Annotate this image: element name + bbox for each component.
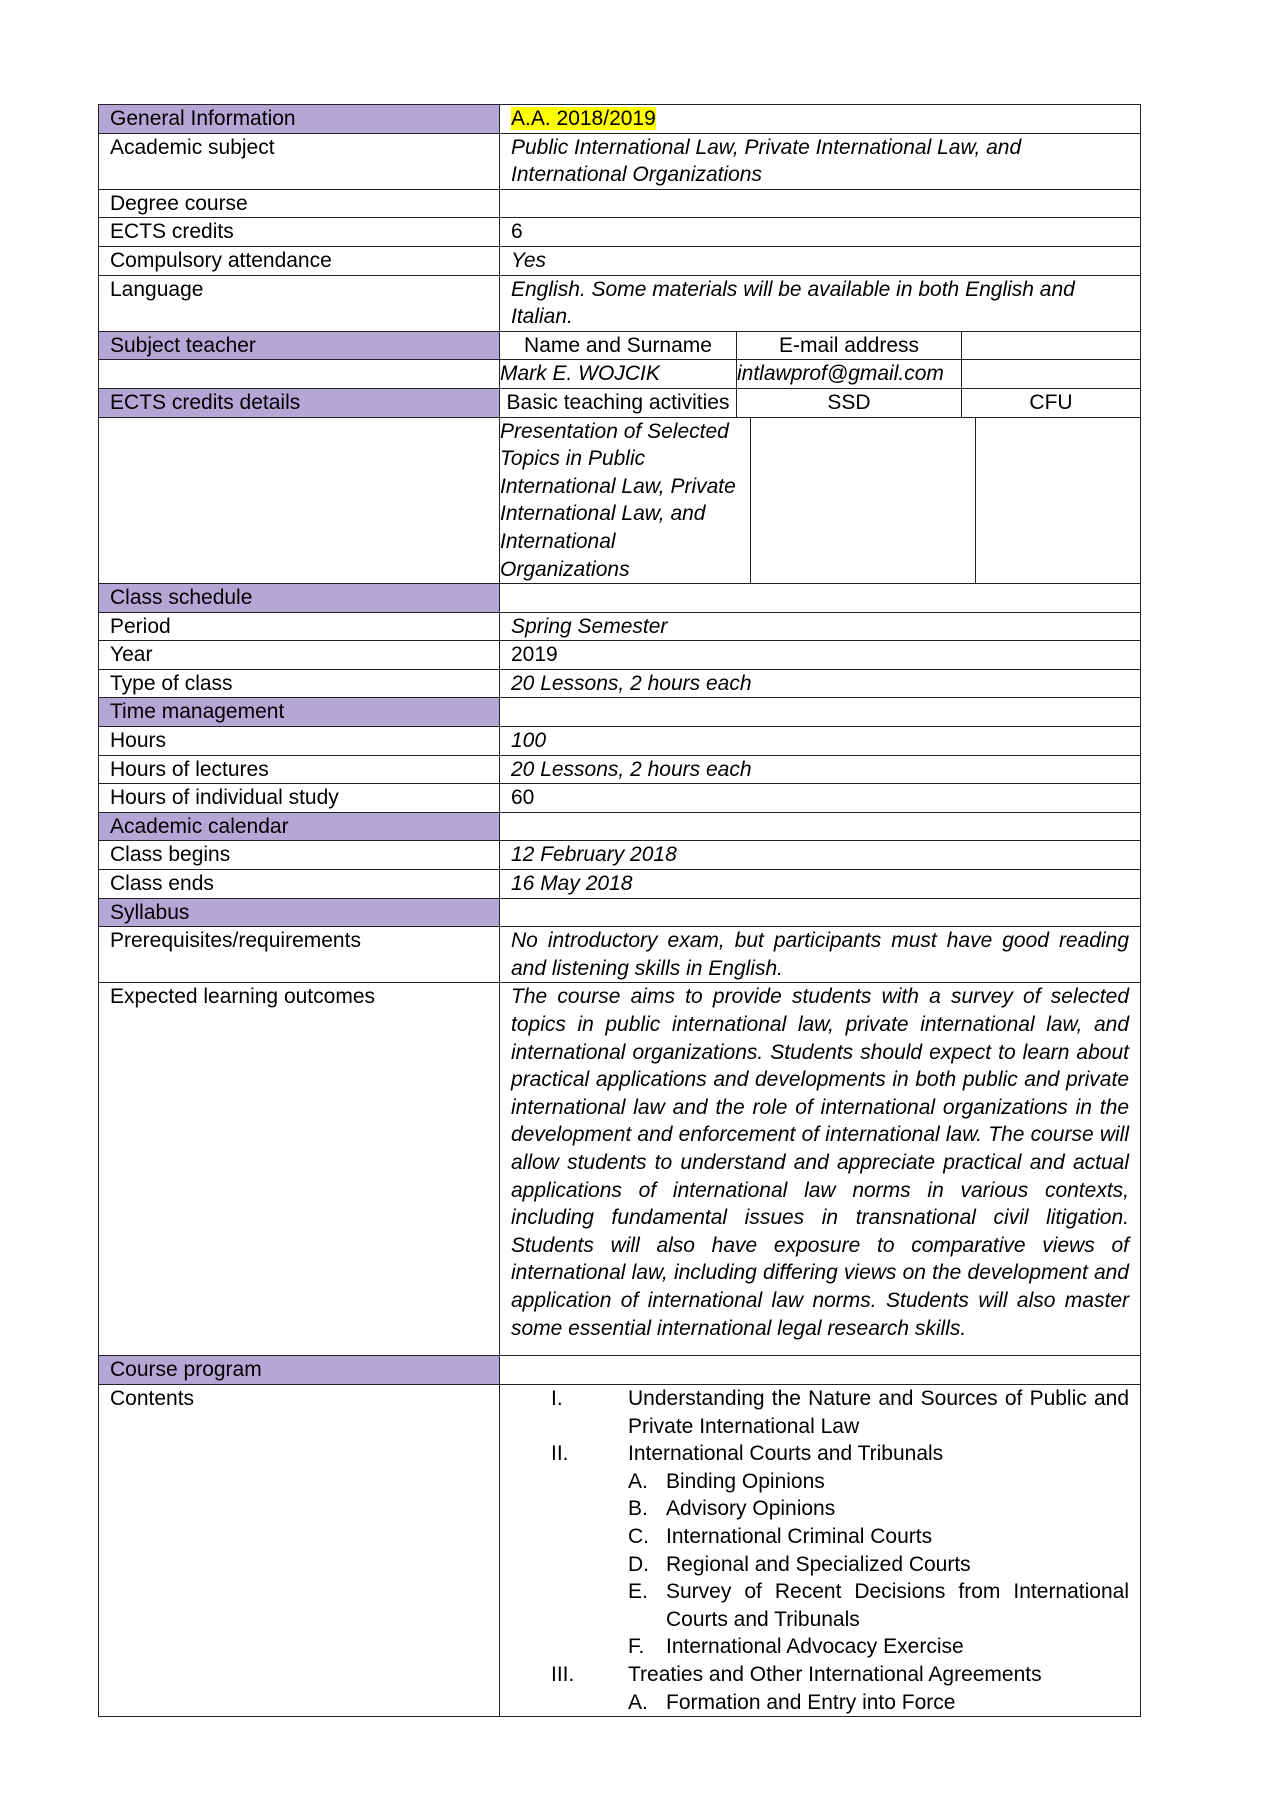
course-document <box>98 104 1141 1717</box>
ects-label: ECTS credits <box>99 218 500 247</box>
subject-teacher-row <box>99 331 1141 360</box>
outcomes-label: Expected learning outcomes <box>99 983 500 1356</box>
list-item: F. International Advocacy Exercise <box>628 1635 964 1659</box>
class-ends-row <box>99 870 1141 899</box>
academic-subject-row <box>99 133 1141 189</box>
period-row <box>99 612 1141 641</box>
contents-label: Contents <box>99 1385 500 1717</box>
degree-course-label: Degree course <box>99 189 500 218</box>
time-management-label: Time management <box>99 698 500 727</box>
year-row <box>99 641 1141 670</box>
period-value: Spring Semester <box>500 612 1141 641</box>
list-item: I. Understanding the Nature and Sources of Public and Private International Law <box>551 1387 1129 1438</box>
lecture-hours-label: Hours of lectures <box>99 755 500 784</box>
class-ends-value: 16 May 2018 <box>500 870 1141 899</box>
ects-details-data-cell <box>500 417 1141 584</box>
academic-calendar-label: Academic calendar <box>99 812 500 841</box>
course-program-row <box>99 1356 1141 1385</box>
attendance-row <box>99 246 1141 275</box>
hours-value: 100 <box>500 727 1141 756</box>
list-item: A. Formation and Entry into Force <box>628 1690 956 1714</box>
cfu-header: CFU <box>1029 390 1073 414</box>
list-item: E. Survey of Recent Decisions from International Courts and Tribunals <box>628 1580 1129 1631</box>
period-label: Period <box>99 612 500 641</box>
contents-value <box>500 1385 1141 1717</box>
activities-header: Basic teaching activities <box>500 389 737 417</box>
lecture-hours-row <box>99 755 1141 784</box>
teacher-name: Mark E. WOJCIK <box>500 360 737 388</box>
ects-details-row <box>99 388 1141 417</box>
year-label: Year <box>99 641 500 670</box>
syllabus-row <box>99 898 1141 927</box>
class-begins-label: Class begins <box>99 841 500 870</box>
cfu-value <box>976 418 1141 584</box>
subject-teacher-label: Subject teacher <box>99 331 500 360</box>
prerequisites-value: No introductory exam, but participants must have good reading and listening skills in English. <box>500 927 1141 983</box>
academic-calendar-row <box>99 812 1141 841</box>
type-of-class-row <box>99 669 1141 698</box>
course-program-label: Course program <box>99 1356 500 1385</box>
list-item: III. Treaties and Other International Agreements <box>551 1662 1042 1686</box>
teacher-blank-label <box>99 360 500 389</box>
class-schedule-label: Class schedule <box>99 584 500 613</box>
attendance-label: Compulsory attendance <box>99 246 500 275</box>
list-item: A. Binding Opinions <box>628 1469 825 1493</box>
general-info-row <box>99 105 1141 134</box>
time-management-row <box>99 698 1141 727</box>
language-row <box>99 275 1141 331</box>
language-label: Language <box>99 275 500 331</box>
language-value: English. Some materials will be available in both English and Italian. <box>500 275 1141 331</box>
teacher-email-header: E-mail address <box>737 332 962 360</box>
list-item: B. Advisory Opinions <box>628 1497 836 1521</box>
class-begins-row <box>99 841 1141 870</box>
course-program-value <box>500 1356 1141 1385</box>
ects-details-header-cell <box>500 388 1141 417</box>
type-of-class-value: 20 Lessons, 2 hours each <box>500 669 1141 698</box>
teacher-data-row <box>99 360 1141 389</box>
type-of-class-label: Type of class <box>99 669 500 698</box>
ects-details-label: ECTS credits details <box>99 388 500 417</box>
academic-year: A.A. 2018/2019 <box>511 107 656 130</box>
degree-course-value <box>500 189 1141 218</box>
hours-row <box>99 727 1141 756</box>
contents-row <box>99 1385 1141 1717</box>
ects-value: 6 <box>500 218 1141 247</box>
list-item: C. International Criminal Courts <box>628 1524 933 1548</box>
syllabus-label: Syllabus <box>99 898 500 927</box>
study-hours-row <box>99 784 1141 813</box>
list-item: II. International Courts and Tribunals <box>551 1442 944 1466</box>
ssd-value <box>751 418 976 584</box>
hours-label: Hours <box>99 727 500 756</box>
contents-list <box>511 1385 1129 1716</box>
teacher-header-cell <box>500 331 1141 360</box>
year-value: 2019 <box>500 641 1141 670</box>
degree-course-row <box>99 189 1141 218</box>
class-schedule-value <box>500 584 1141 613</box>
lecture-hours-value: 20 Lessons, 2 hours each <box>500 755 1141 784</box>
class-begins-value: 12 February 2018 <box>500 841 1141 870</box>
general-info-label: General Information <box>99 105 500 134</box>
teacher-email[interactable]: intlawprof@gmail.com <box>737 360 962 388</box>
class-schedule-row <box>99 584 1141 613</box>
activity-text: Presentation of Selected Topics in Public International Law, Private International Law, and International Organizations <box>500 418 751 584</box>
class-ends-label: Class ends <box>99 870 500 899</box>
outcomes-value: The course aims to provide students with a survey of selected topics in public international law, private international law, and international organizations. Students should expect to learn about practical applications and developments in both public and private international law and the role of international organizations in the development and enforcement of international law. The course will allow students to understand and appreciate practical and actual applications of international law norms in various contexts, including fundamental issues in transnational civil litigation. Students will also have exposure to comparative views of international law, including differing views on the development and application of international law norms. Students will also master some essential international legal research skills. <box>500 983 1141 1356</box>
academic-year-cell <box>500 105 1141 134</box>
teacher-empty-header <box>962 332 1141 360</box>
outcomes-row <box>99 983 1141 1356</box>
syllabus-value <box>500 898 1141 927</box>
teacher-name-header: Name and Surname <box>500 332 737 360</box>
course-info-table <box>98 104 1141 1717</box>
academic-calendar-value <box>500 812 1141 841</box>
academic-subject-label: Academic subject <box>99 133 500 189</box>
study-hours-value: 60 <box>500 784 1141 813</box>
prerequisites-label: Prerequisites/requirements <box>99 927 500 983</box>
ects-details-data-row <box>99 417 1141 584</box>
list-item: D. Regional and Specialized Courts <box>628 1552 971 1576</box>
prerequisites-row <box>99 927 1141 983</box>
ssd-header: SSD <box>737 389 962 417</box>
study-hours-label: Hours of individual study <box>99 784 500 813</box>
teacher-data-cell <box>500 360 1141 389</box>
ects-details-blank-label <box>99 417 500 584</box>
ects-row <box>99 218 1141 247</box>
attendance-value: Yes <box>500 246 1141 275</box>
academic-subject-value: Public International Law, Private International Law, and International Organizations <box>500 133 1141 189</box>
teacher-empty-cell <box>962 360 1141 388</box>
time-management-value <box>500 698 1141 727</box>
